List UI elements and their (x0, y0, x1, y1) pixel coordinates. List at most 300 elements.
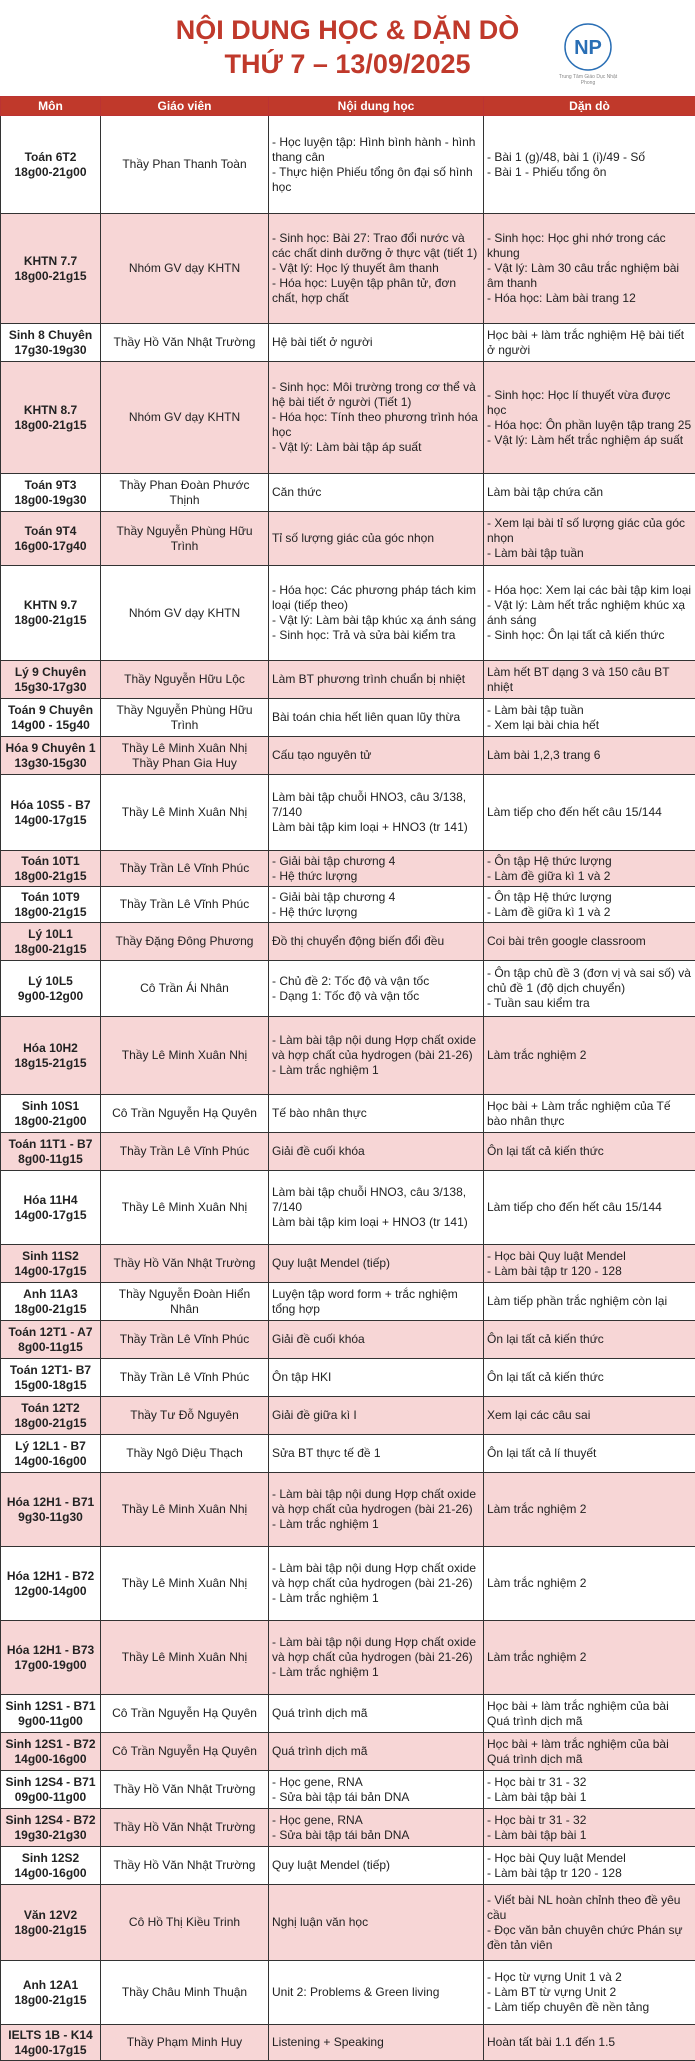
table-row (1, 1397, 695, 1435)
teacher-name: Thầy Lê Minh Xuân Nhị (104, 1048, 265, 1063)
table-row (1, 1245, 695, 1283)
subject-name: Hóa 11H4 (4, 1193, 97, 1208)
content-line: - Sinh học: Trả và sửa bài kiểm tra (272, 628, 480, 643)
subject-time: 14g00-17g15 (4, 1264, 97, 1279)
subject-cell (1, 1961, 101, 2025)
content-cell (269, 474, 484, 512)
homework-cell (484, 1397, 695, 1435)
teacher-cell (101, 566, 269, 661)
subject-cell (1, 961, 101, 1017)
content-line: - Hóa học: Tính theo phương trình hóa học (272, 410, 480, 440)
content-line: Tế bào nhân thực (272, 1106, 480, 1121)
teacher-name: Thầy Lê Minh Xuân Nhị (104, 1200, 265, 1215)
content-line: - Vật lý: Làm bài tập áp suất (272, 440, 480, 455)
homework-cell (484, 1171, 695, 1245)
content-cell (269, 1473, 484, 1547)
content-cell (269, 566, 484, 661)
subject-time: 9g00-11g00 (4, 1714, 97, 1729)
content-line: - Sửa bài tập tái bản DNA (272, 1790, 480, 1805)
homework-cell (484, 1283, 695, 1321)
homework-cell (484, 1435, 695, 1473)
table-row (1, 737, 695, 775)
content-line: - Làm bài tập nội dung Hợp chất oxide và hợp chất của hydrogen (bài 21-26) (272, 1487, 480, 1517)
homework-line: Học bài + Làm trắc nghiệm của Tế bào nhân thực (487, 1099, 692, 1129)
subject-time: 18g00-19g30 (4, 493, 97, 508)
table-row (1, 214, 695, 324)
content-line: Căn thức (272, 485, 480, 500)
content-cell (269, 116, 484, 214)
subject-cell (1, 116, 101, 214)
homework-cell (484, 362, 695, 474)
teacher-cell (101, 737, 269, 775)
teacher-name: Thầy Hồ Văn Nhật Trường (104, 1256, 265, 1271)
teacher-cell (101, 699, 269, 737)
subject-name: Lý 10L1 (4, 927, 97, 942)
content-cell (269, 699, 484, 737)
table-row (1, 775, 695, 851)
subject-time: 14g00-17g15 (4, 813, 97, 828)
homework-cell (484, 214, 695, 324)
teacher-cell (101, 1847, 269, 1885)
subject-cell (1, 324, 101, 362)
content-cell (269, 362, 484, 474)
subject-cell (1, 851, 101, 887)
content-cell (269, 1359, 484, 1397)
homework-line: Ôn lại tất cả kiến thức (487, 1370, 692, 1385)
homework-line: - Hóa học: Xem lại các bài tập kim loại (487, 583, 692, 598)
content-line: - Học gene, RNA (272, 1813, 480, 1828)
content-line: - Dạng 1: Tốc độ và vận tốc (272, 989, 480, 1004)
content-line: - Giải bài tập chương 4 (272, 854, 480, 869)
subject-name: Sinh 12S1 - B71 (4, 1699, 97, 1714)
teacher-name: Thầy Trần Lê Vĩnh Phúc (104, 897, 265, 912)
subject-name: Sinh 12S4 - B71 (4, 1775, 97, 1790)
teacher-cell (101, 1435, 269, 1473)
table-row (1, 1733, 695, 1771)
homework-line: - Tuần sau kiểm tra (487, 996, 692, 1011)
content-cell (269, 1547, 484, 1621)
teacher-cell (101, 362, 269, 474)
subject-cell (1, 1321, 101, 1359)
homework-line: - Vật lý: Làm hết trắc nghiệm khúc xạ ánh sáng (487, 598, 692, 628)
homework-line: - Làm bài tập bài 1 (487, 1790, 692, 1805)
subject-name: Toán 12T1- B7 (4, 1363, 97, 1378)
subject-time: 17g30-19g30 (4, 343, 97, 358)
subject-time: 14g00-16g00 (4, 1866, 97, 1881)
content-line: - Vật lý: Làm bài tập khúc xạ ánh sáng (272, 613, 480, 628)
content-line: Ôn tập HKI (272, 1370, 480, 1385)
homework-line: - Học bài tr 31 - 32 (487, 1775, 692, 1790)
page-title: NỘI DUNG HỌC & DẶN DÒ (0, 14, 695, 46)
header-teacher: Giáo viên (101, 97, 269, 116)
content-line: - Học gene, RNA (272, 1775, 480, 1790)
content-line: Quá trình dịch mã (272, 1706, 480, 1721)
homework-line: - Sinh học: Ôn lại tất cả kiến thức (487, 628, 692, 643)
homework-cell (484, 1245, 695, 1283)
table-row (1, 1809, 695, 1847)
table-row (1, 2025, 695, 2061)
content-line: Listening + Speaking (272, 2035, 480, 2050)
table-row (1, 1321, 695, 1359)
homework-cell (484, 1473, 695, 1547)
content-line: - Giải bài tập chương 4 (272, 890, 480, 905)
table-row (1, 1095, 695, 1133)
subject-time: 13g30-15g30 (4, 756, 97, 771)
content-line: - Làm trắc nghiệm 1 (272, 1591, 480, 1606)
content-line: - Thực hiện Phiếu tổng ôn đại số hình học (272, 165, 480, 195)
teacher-cell (101, 324, 269, 362)
table-row (1, 1359, 695, 1397)
subject-time: 18g00-21g15 (4, 269, 97, 284)
homework-line: - Làm bài tập tr 120 - 128 (487, 1264, 692, 1279)
homework-line: - Xem lại bài tỉ số lượng giác của góc nhọn (487, 516, 692, 546)
teacher-cell (101, 474, 269, 512)
homework-line: Làm bài 1,2,3 trang 6 (487, 748, 692, 763)
subject-name: Toán 9 Chuyên (4, 703, 97, 718)
homework-line: - Làm đề giữa kì 1 và 2 (487, 869, 692, 884)
content-line: Luyện tập word form + trắc nghiệm tổng hợp (272, 1287, 480, 1317)
content-line: Bài toán chia hết liên quan lũy thừa (272, 710, 480, 725)
subject-cell (1, 1733, 101, 1771)
teacher-name: Thầy Phan Thanh Toàn (104, 157, 265, 172)
content-cell (269, 775, 484, 851)
subject-name: Sinh 11S2 (4, 1249, 97, 1264)
logo-caption: Trung Tâm Giáo Dục Nhật Phong (552, 74, 624, 86)
subject-cell (1, 1847, 101, 1885)
subject-time: 18g00-21g15 (4, 418, 97, 433)
content-cell (269, 1885, 484, 1961)
teacher-cell (101, 1017, 269, 1095)
homework-line: Làm trắc nghiệm 2 (487, 1502, 692, 1517)
subject-name: Sinh 12S4 - B72 (4, 1813, 97, 1828)
subject-cell (1, 737, 101, 775)
teacher-cell (101, 887, 269, 923)
content-cell (269, 1733, 484, 1771)
subject-time: 18g00-21g15 (4, 613, 97, 628)
content-line: Làm bài tập kim loại + HNO3 (tr 141) (272, 1215, 480, 1230)
subject-cell (1, 1171, 101, 1245)
homework-line: - Làm đề giữa kì 1 và 2 (487, 905, 692, 920)
content-line: - Học luyện tập: Hình bình hành - hình thang cân (272, 135, 480, 165)
homework-line: - Làm bài tập tuần (487, 546, 692, 561)
homework-line: - Vật lý: Làm 30 câu trắc nghiệm bài âm thanh (487, 261, 692, 291)
homework-line: - Bài 1 - Phiếu tổng ôn (487, 165, 692, 180)
content-cell (269, 324, 484, 362)
table-row (1, 1171, 695, 1245)
teacher-name: Thầy Lê Minh Xuân Nhị (104, 805, 265, 820)
teacher-cell (101, 1733, 269, 1771)
homework-line: Ôn lại tất cả kiến thức (487, 1332, 692, 1347)
teacher-cell (101, 1473, 269, 1547)
table-header-row (1, 97, 695, 116)
homework-line: Học bài + làm trắc nghiệm của bài Quá trình dịch mã (487, 1737, 692, 1767)
homework-cell (484, 961, 695, 1017)
table-row (1, 474, 695, 512)
teacher-cell (101, 512, 269, 566)
subject-cell (1, 1133, 101, 1171)
subject-name: Hóa 9 Chuyên 1 (4, 741, 97, 756)
content-line: Unit 2: Problems & Green living (272, 1985, 480, 2000)
table-row (1, 661, 695, 699)
homework-line: - Hóa học: Ôn phần luyện tập trang 25 (487, 418, 692, 433)
table-row (1, 851, 695, 887)
table-row (1, 1885, 695, 1961)
subject-time: 18g00-21g15 (4, 1923, 97, 1938)
homework-line: - Làm bài tập tr 120 - 128 (487, 1866, 692, 1881)
homework-line: - Xem lại bài chia hết (487, 718, 692, 733)
content-line: - Chủ đề 2: Tốc độ và vận tốc (272, 974, 480, 989)
schedule-table (0, 96, 695, 2061)
logo-text: NP (574, 37, 602, 59)
subject-cell (1, 1547, 101, 1621)
content-cell (269, 1017, 484, 1095)
content-cell (269, 1809, 484, 1847)
teacher-name: Thầy Ngô Diệu Thạch (104, 1446, 265, 1461)
subject-cell (1, 1359, 101, 1397)
homework-line: - Học bài Quy luật Mendel (487, 1249, 692, 1264)
subject-time: 8g00-11g15 (4, 1152, 97, 1167)
homework-line: Làm tiếp cho đến hết câu 15/144 (487, 1200, 692, 1215)
table-row (1, 1771, 695, 1809)
homework-cell (484, 1847, 695, 1885)
teacher-cell (101, 1885, 269, 1961)
homework-line: - Vật lý: Làm hết trắc nghiệm áp suất (487, 433, 692, 448)
subject-name: Sinh 12S1 - B72 (4, 1737, 97, 1752)
table-row (1, 566, 695, 661)
subject-name: Toán 10T1 (4, 854, 97, 869)
teacher-cell (101, 1133, 269, 1171)
subject-cell (1, 512, 101, 566)
content-cell (269, 1133, 484, 1171)
subject-cell (1, 1397, 101, 1435)
subject-name: Hóa 12H1 - B72 (4, 1569, 97, 1584)
content-cell (269, 961, 484, 1017)
homework-line: Coi bài trên google classroom (487, 934, 692, 949)
homework-line: Làm tiếp phần trắc nghiệm còn lại (487, 1294, 692, 1309)
subject-cell (1, 214, 101, 324)
teacher-name: Cô Trần Nguyễn Hạ Quyên (104, 1744, 265, 1759)
content-line: Tỉ số lượng giác của góc nhọn (272, 531, 480, 546)
homework-cell (484, 1695, 695, 1733)
header-homework: Dặn dò (484, 97, 695, 116)
subject-time: 8g00-11g15 (4, 1340, 97, 1355)
table-row (1, 1283, 695, 1321)
subject-name: Anh 11A3 (4, 1287, 97, 1302)
homework-line: Học bài + làm trắc nghiệm của bài Quá trình dịch mã (487, 1699, 692, 1729)
content-line: Làm BT phương trình chuẩn bị nhiệt (272, 672, 480, 687)
homework-line: Hoàn tất bài 1.1 đến 1.5 (487, 2035, 692, 2050)
subject-cell (1, 923, 101, 961)
teacher-cell (101, 1245, 269, 1283)
teacher-cell (101, 775, 269, 851)
content-cell (269, 1095, 484, 1133)
homework-cell (484, 923, 695, 961)
content-cell (269, 887, 484, 923)
homework-cell (484, 512, 695, 566)
subject-cell (1, 1283, 101, 1321)
homework-line: - Làm tiếp chuyên đề nền tảng (487, 2000, 692, 2015)
subject-time: 15g30-17g30 (4, 680, 97, 695)
teacher-name: Cô Trần Nguyễn Hạ Quyên (104, 1106, 265, 1121)
subject-name: Sinh 12S2 (4, 1851, 97, 1866)
teacher-name: Thầy Lê Minh Xuân Nhị Thầy Phan Gia Huy (104, 741, 265, 771)
homework-cell (484, 1017, 695, 1095)
content-line: - Hệ thức lượng (272, 869, 480, 884)
teacher-name: Thầy Hồ Văn Nhật Trường (104, 1820, 265, 1835)
homework-cell (484, 737, 695, 775)
subject-name: Sinh 10S1 (4, 1099, 97, 1114)
homework-line: Làm bài tập chứa căn (487, 485, 692, 500)
subject-time: 18g00-21g00 (4, 165, 97, 180)
homework-cell (484, 887, 695, 923)
homework-cell (484, 1133, 695, 1171)
content-line: Sửa BT thực tế đề 1 (272, 1446, 480, 1461)
teacher-cell (101, 923, 269, 961)
homework-line: Ôn lại tất cả kiến thức (487, 1144, 692, 1159)
homework-cell (484, 1321, 695, 1359)
content-line: - Sinh học: Môi trường trong cơ thể và hệ bài tiết ở người (Tiết 1) (272, 380, 480, 410)
content-line: - Sửa bài tập tái bản DNA (272, 1828, 480, 1843)
teacher-name: Cô Trần Nguyễn Hạ Quyên (104, 1706, 265, 1721)
content-cell (269, 1435, 484, 1473)
content-line: Quy luật Mendel (tiếp) (272, 1858, 480, 1873)
subject-name: Hóa 10S5 - B7 (4, 798, 97, 813)
content-cell (269, 1397, 484, 1435)
homework-line: Học bài + làm trắc nghiệm Hệ bài tiết ở người (487, 328, 692, 358)
homework-line: Ôn lại tất cả lí thuyết (487, 1446, 692, 1461)
teacher-name: Thầy Nguyễn Phùng Hữu Trình (104, 703, 265, 733)
table-row (1, 923, 695, 961)
homework-line: Làm hết BT dạng 3 và 150 câu BT nhiệt (487, 665, 692, 695)
homework-line: - Ôn tập Hệ thức lượng (487, 890, 692, 905)
homework-cell (484, 1547, 695, 1621)
subject-time: 9g30-11g30 (4, 1510, 97, 1525)
teacher-name: Thầy Nguyễn Hữu Lộc (104, 672, 265, 687)
teacher-name: Cô Hồ Thị Kiều Trinh (104, 1915, 265, 1930)
subject-cell (1, 474, 101, 512)
subject-name: Văn 12V2 (4, 1908, 97, 1923)
table-row (1, 699, 695, 737)
content-cell (269, 512, 484, 566)
homework-cell (484, 1961, 695, 2025)
homework-line: - Học bài tr 31 - 32 (487, 1813, 692, 1828)
subject-time: 14g00-16g00 (4, 1752, 97, 1767)
content-cell (269, 1245, 484, 1283)
homework-cell (484, 1359, 695, 1397)
homework-cell (484, 1809, 695, 1847)
homework-cell (484, 324, 695, 362)
header-content: Nội dung học (269, 97, 484, 116)
teacher-cell (101, 1171, 269, 1245)
content-cell (269, 1847, 484, 1885)
subject-cell (1, 887, 101, 923)
homework-cell (484, 1771, 695, 1809)
subject-cell (1, 1017, 101, 1095)
teacher-cell (101, 1961, 269, 2025)
subject-time: 18g15-21g15 (4, 1056, 97, 1071)
subject-name: Lý 10L5 (4, 974, 97, 989)
teacher-name: Nhóm GV dạy KHTN (104, 410, 265, 425)
content-line: - Hóa học: Luyện tập phân tử, đơn chất, hợp chất (272, 276, 480, 306)
teacher-cell (101, 961, 269, 1017)
content-cell (269, 1771, 484, 1809)
subject-name: Toán 12T1 - A7 (4, 1325, 97, 1340)
subject-cell (1, 775, 101, 851)
table-row (1, 1017, 695, 1095)
subject-time: 9g00-12g00 (4, 989, 97, 1004)
teacher-name: Thầy Phan Đoàn Phước Thịnh (104, 478, 265, 508)
teacher-name: Thầy Lê Minh Xuân Nhị (104, 1650, 265, 1665)
content-line: Giải đề cuối khóa (272, 1332, 480, 1347)
content-line: - Làm trắc nghiệm 1 (272, 1665, 480, 1680)
content-line: Quá trình dịch mã (272, 1744, 480, 1759)
table-row (1, 1133, 695, 1171)
content-line: Giải đề cuối khóa (272, 1144, 480, 1159)
content-line: Hệ bài tiết ở người (272, 335, 480, 350)
homework-line: - Học bài Quy luật Mendel (487, 1851, 692, 1866)
logo-icon (563, 22, 613, 72)
subject-time: 18g00-21g00 (4, 1114, 97, 1129)
teacher-name: Thầy Tư Đỗ Nguyên (104, 1408, 265, 1423)
content-cell (269, 1321, 484, 1359)
subject-cell (1, 1695, 101, 1733)
page-header (0, 0, 695, 96)
teacher-name: Thầy Hồ Văn Nhật Trường (104, 1858, 265, 1873)
content-line: - Làm bài tập nội dung Hợp chất oxide và hợp chất của hydrogen (bài 21-26) (272, 1033, 480, 1063)
teacher-name: Thầy Hồ Văn Nhật Trường (104, 1782, 265, 1797)
content-cell (269, 1171, 484, 1245)
homework-line: - Đọc văn bản chuyên chức Phán sự đền tản viên (487, 1923, 692, 1953)
teacher-cell (101, 1283, 269, 1321)
content-cell (269, 1961, 484, 2025)
content-line: Làm bài tập chuỗi HNO3, câu 3/138, 7/140 (272, 1185, 480, 1215)
content-line: - Làm bài tập nội dung Hợp chất oxide và hợp chất của hydrogen (bài 21-26) (272, 1635, 480, 1665)
subject-time: 14g00-17g15 (4, 1208, 97, 1223)
subject-cell (1, 2025, 101, 2061)
subject-name: Hóa 10H2 (4, 1041, 97, 1056)
subject-name: KHTN 8.7 (4, 403, 97, 418)
homework-line: Làm tiếp cho đến hết câu 15/144 (487, 805, 692, 820)
subject-cell (1, 566, 101, 661)
teacher-name: Thầy Châu Minh Thuận (104, 1985, 265, 2000)
teacher-name: Cô Trần Ái Nhân (104, 981, 265, 996)
subject-name: Lý 12L1 - B7 (4, 1439, 97, 1454)
teacher-name: Thầy Hồ Văn Nhật Trường (104, 335, 265, 350)
subject-cell (1, 661, 101, 699)
homework-line: - Ôn tập Hệ thức lượng (487, 854, 692, 869)
content-line: Cấu tạo nguyên tử (272, 748, 480, 763)
content-cell (269, 737, 484, 775)
content-line: - Làm trắc nghiệm 1 (272, 1517, 480, 1532)
subject-name: Toán 12T2 (4, 1401, 97, 1416)
content-line: - Làm trắc nghiệm 1 (272, 1063, 480, 1078)
content-cell (269, 214, 484, 324)
subject-name: Toán 9T4 (4, 524, 97, 539)
subject-cell (1, 362, 101, 474)
subject-time: 14g00 - 15g40 (4, 718, 97, 733)
homework-line: Làm trắc nghiệm 2 (487, 1576, 692, 1591)
content-line: - Hóa học: Các phương pháp tách kim loại (tiếp theo) (272, 583, 480, 613)
homework-line: - Làm BT từ vựng Unit 2 (487, 1985, 692, 2000)
subject-name: Anh 12A1 (4, 1978, 97, 1993)
teacher-cell (101, 661, 269, 699)
homework-cell (484, 116, 695, 214)
table-row (1, 887, 695, 923)
subject-name: Toán 6T2 (4, 150, 97, 165)
subject-time: 18g00-21g15 (4, 905, 97, 920)
teacher-name: Thầy Trần Lê Vĩnh Phúc (104, 1332, 265, 1347)
table-row (1, 1847, 695, 1885)
